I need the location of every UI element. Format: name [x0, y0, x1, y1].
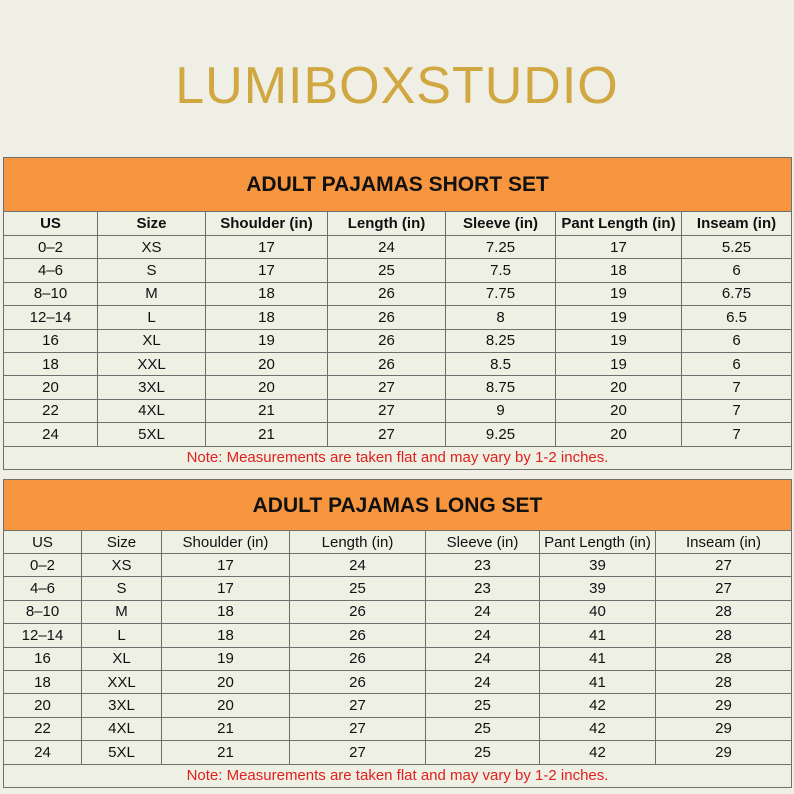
table-cell: 3XL — [82, 694, 162, 717]
table-cell: 7.25 — [446, 236, 556, 259]
short-set-column-header: Sleeve (in) — [446, 212, 556, 236]
table-cell: 19 — [162, 647, 290, 670]
short-set-header-row — [4, 212, 792, 236]
table-cell: 4–6 — [4, 577, 82, 600]
table-cell: 8.75 — [446, 376, 556, 399]
table-cell: S — [82, 577, 162, 600]
table-cell: 41 — [540, 624, 656, 647]
table-row — [4, 259, 792, 282]
table-cell: 26 — [328, 329, 446, 352]
table-row — [4, 624, 792, 647]
table-cell: 42 — [540, 694, 656, 717]
long-set-column-header: Inseam (in) — [656, 531, 792, 554]
table-cell: 5XL — [82, 741, 162, 764]
table-cell: 17 — [206, 259, 328, 282]
table-cell: 20 — [162, 670, 290, 693]
long-set-title: ADULT PAJAMAS LONG SET — [4, 480, 792, 531]
table-cell: 26 — [328, 306, 446, 329]
table-cell: L — [98, 306, 206, 329]
long-set-column-header: Shoulder (in) — [162, 531, 290, 554]
table-cell: 23 — [426, 554, 540, 577]
table-cell: XXL — [82, 670, 162, 693]
short-set-title-row — [4, 158, 792, 212]
table-cell: 24 — [426, 647, 540, 670]
table-cell: 7.75 — [446, 282, 556, 305]
table-cell: 24 — [290, 554, 426, 577]
table-cell: 25 — [426, 741, 540, 764]
table-cell: 23 — [426, 577, 540, 600]
table-cell: 27 — [656, 554, 792, 577]
table-cell: 27 — [328, 399, 446, 422]
table-cell: 18 — [556, 259, 682, 282]
table-cell: 9.25 — [446, 423, 556, 446]
table-cell: L — [82, 624, 162, 647]
table-cell: 17 — [206, 236, 328, 259]
table-cell: M — [98, 282, 206, 305]
table-cell: 19 — [556, 352, 682, 375]
table-cell: 26 — [290, 647, 426, 670]
table-cell: 28 — [656, 670, 792, 693]
table-cell: 6.75 — [682, 282, 792, 305]
table-cell: 18 — [162, 624, 290, 647]
table-cell: 28 — [656, 647, 792, 670]
table-cell: 29 — [656, 694, 792, 717]
table-row — [4, 717, 792, 740]
table-cell: 26 — [290, 600, 426, 623]
table-cell: 24 — [426, 624, 540, 647]
table-cell: 4XL — [82, 717, 162, 740]
table-cell: 42 — [540, 717, 656, 740]
table-cell: 7 — [682, 423, 792, 446]
table-cell: 28 — [656, 624, 792, 647]
table-cell: XL — [98, 329, 206, 352]
table-cell: 21 — [206, 399, 328, 422]
table-cell: 26 — [328, 282, 446, 305]
table-cell: 9 — [446, 399, 556, 422]
table-cell: 18 — [206, 282, 328, 305]
table-cell: 17 — [162, 554, 290, 577]
table-row — [4, 282, 792, 305]
table-cell: 17 — [162, 577, 290, 600]
short-set-column-header: US — [4, 212, 98, 236]
table-cell: 16 — [4, 329, 98, 352]
short-set-table — [3, 157, 792, 470]
table-row — [4, 236, 792, 259]
table-row — [4, 694, 792, 717]
table-cell: S — [98, 259, 206, 282]
table-cell: 27 — [290, 717, 426, 740]
table-cell: 19 — [556, 329, 682, 352]
short-set-note: Note: Measurements are taken flat and may vary by 1-2 inches. — [4, 446, 792, 469]
table-row — [4, 376, 792, 399]
table-cell: M — [82, 600, 162, 623]
table-cell: 21 — [206, 423, 328, 446]
table-cell: 39 — [540, 554, 656, 577]
table-cell: 8–10 — [4, 600, 82, 623]
short-set-column-header: Size — [98, 212, 206, 236]
table-row — [4, 329, 792, 352]
long-set-note-row — [4, 764, 792, 787]
table-cell: 25 — [290, 577, 426, 600]
table-cell: 18 — [4, 352, 98, 375]
table-cell: 20 — [4, 376, 98, 399]
table-cell: 18 — [4, 670, 82, 693]
table-cell: 19 — [556, 282, 682, 305]
table-row — [4, 741, 792, 764]
table-cell: 21 — [162, 717, 290, 740]
table-cell: 7 — [682, 376, 792, 399]
table-cell: 20 — [556, 376, 682, 399]
table-cell: 8.5 — [446, 352, 556, 375]
table-cell: 24 — [426, 600, 540, 623]
table-cell: 41 — [540, 647, 656, 670]
table-cell: 24 — [426, 670, 540, 693]
long-set-note: Note: Measurements are taken flat and may vary by 1-2 inches. — [4, 764, 792, 787]
table-row — [4, 352, 792, 375]
table-cell: 6 — [682, 329, 792, 352]
long-set-title-row — [4, 480, 792, 531]
table-cell: 6 — [682, 352, 792, 375]
table-cell: XL — [82, 647, 162, 670]
table-row — [4, 423, 792, 446]
table-row — [4, 554, 792, 577]
table-cell: 0–2 — [4, 554, 82, 577]
table-cell: 19 — [206, 329, 328, 352]
table-cell: 4XL — [98, 399, 206, 422]
table-cell: 6.5 — [682, 306, 792, 329]
table-cell: 7 — [682, 399, 792, 422]
table-cell: 25 — [328, 259, 446, 282]
table-cell: 27 — [290, 694, 426, 717]
long-set-column-header: Pant Length (in) — [540, 531, 656, 554]
table-cell: 18 — [206, 306, 328, 329]
short-set-note-row — [4, 446, 792, 469]
short-set-column-header: Length (in) — [328, 212, 446, 236]
table-cell: 24 — [4, 741, 82, 764]
table-cell: 42 — [540, 741, 656, 764]
table-cell: 20 — [556, 399, 682, 422]
table-cell: 29 — [656, 741, 792, 764]
long-set-table — [3, 479, 792, 788]
table-cell: 8–10 — [4, 282, 98, 305]
table-cell: 25 — [426, 717, 540, 740]
table-cell: 24 — [4, 423, 98, 446]
table-cell: 19 — [556, 306, 682, 329]
table-cell: XS — [82, 554, 162, 577]
table-cell: 18 — [162, 600, 290, 623]
table-cell: 25 — [426, 694, 540, 717]
table-cell: 4–6 — [4, 259, 98, 282]
table-row — [4, 647, 792, 670]
table-cell: 5XL — [98, 423, 206, 446]
table-cell: 21 — [162, 741, 290, 764]
table-cell: 28 — [656, 600, 792, 623]
table-cell: 27 — [656, 577, 792, 600]
table-cell: 20 — [206, 352, 328, 375]
table-cell: 20 — [206, 376, 328, 399]
table-cell: 6 — [682, 259, 792, 282]
table-cell: 20 — [4, 694, 82, 717]
table-cell: 7.5 — [446, 259, 556, 282]
table-cell: 26 — [290, 670, 426, 693]
table-cell: 3XL — [98, 376, 206, 399]
table-cell: 0–2 — [4, 236, 98, 259]
table-cell: 20 — [162, 694, 290, 717]
table-row — [4, 670, 792, 693]
table-cell: 12–14 — [4, 306, 98, 329]
table-cell: XS — [98, 236, 206, 259]
table-cell: 27 — [290, 741, 426, 764]
table-cell: 26 — [290, 624, 426, 647]
short-set-title: ADULT PAJAMAS SHORT SET — [4, 158, 792, 212]
table-row — [4, 306, 792, 329]
short-set-column-header: Shoulder (in) — [206, 212, 328, 236]
table-cell: 20 — [556, 423, 682, 446]
long-set-column-header: Sleeve (in) — [426, 531, 540, 554]
long-set-column-header: US — [4, 531, 82, 554]
long-set-column-header: Size — [82, 531, 162, 554]
table-cell: 12–14 — [4, 624, 82, 647]
table-row — [4, 577, 792, 600]
table-cell: 17 — [556, 236, 682, 259]
brand-title: LUMIBOXSTUDIO — [175, 57, 619, 115]
long-set-column-header: Length (in) — [290, 531, 426, 554]
short-set-column-header: Inseam (in) — [682, 212, 792, 236]
table-cell: 8.25 — [446, 329, 556, 352]
long-set-header-row — [4, 531, 792, 554]
table-row — [4, 399, 792, 422]
table-cell: 26 — [328, 352, 446, 375]
table-cell: 5.25 — [682, 236, 792, 259]
table-cell: 22 — [4, 399, 98, 422]
table-cell: 41 — [540, 670, 656, 693]
table-cell: 22 — [4, 717, 82, 740]
table-cell: 29 — [656, 717, 792, 740]
table-cell: 27 — [328, 423, 446, 446]
table-cell: 16 — [4, 647, 82, 670]
table-cell: 40 — [540, 600, 656, 623]
table-row — [4, 600, 792, 623]
table-cell: 39 — [540, 577, 656, 600]
table-cell: 8 — [446, 306, 556, 329]
table-cell: 27 — [328, 376, 446, 399]
short-set-column-header: Pant Length (in) — [556, 212, 682, 236]
table-cell: XXL — [98, 352, 206, 375]
table-cell: 24 — [328, 236, 446, 259]
